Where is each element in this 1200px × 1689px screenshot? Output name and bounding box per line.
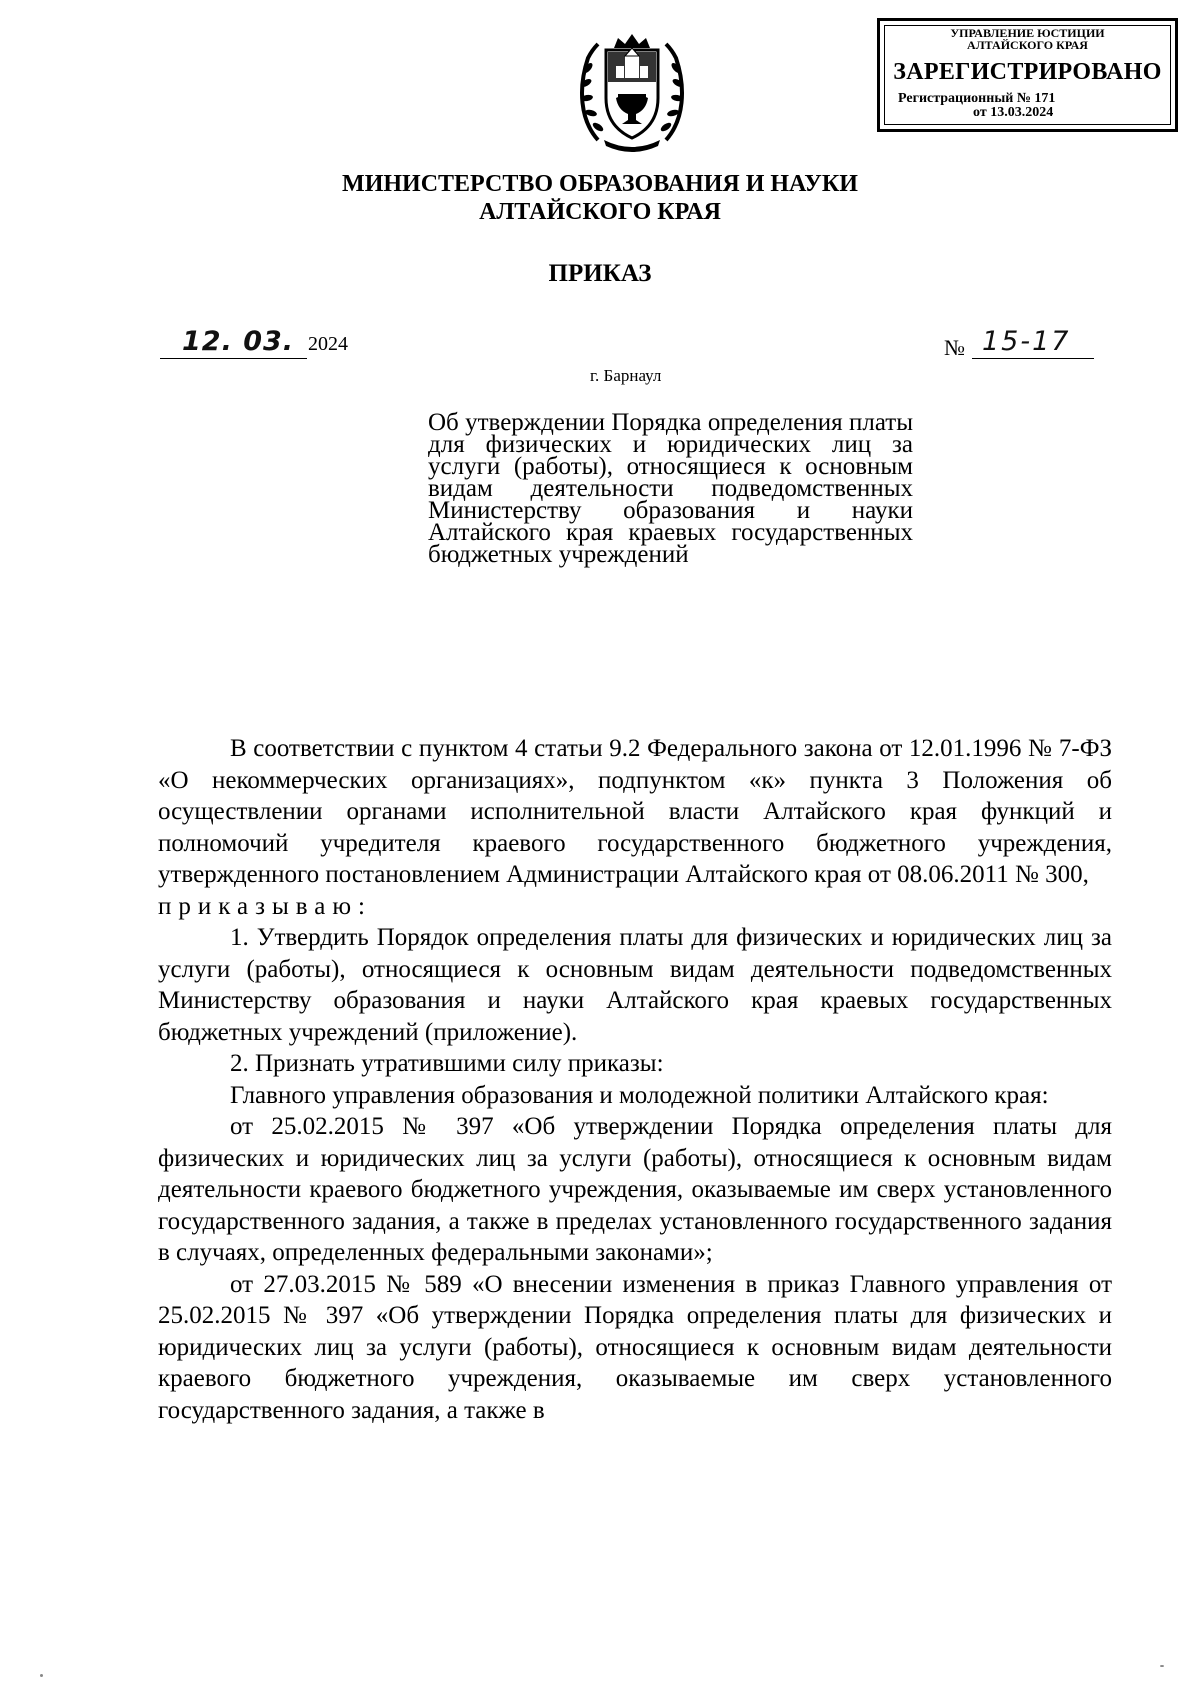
- date-year: 2024: [308, 333, 348, 355]
- coat-of-arms-emblem: [578, 28, 686, 154]
- clause-2-authority: Главного управления образования и молодежной политики Алтайского края:: [230, 1081, 1049, 1109]
- stamp-department: УПРАВЛЕНИЕ ЮСТИЦИИ АЛТАЙСКОГО КРАЯ: [950, 26, 1105, 52]
- stamp-status: ЗАРЕГИСТРИРОВАНО: [893, 59, 1162, 85]
- number-sign: №: [944, 335, 965, 360]
- registration-stamp: [877, 18, 1178, 132]
- order-body: [158, 733, 1112, 1426]
- scan-speck: [1160, 1665, 1164, 1667]
- city-name: г. Барнаул: [590, 366, 662, 385]
- clause-2: 2. Признать утратившими силу приказы:: [230, 1050, 664, 1077]
- order-word: [158, 891, 1112, 923]
- order-subject: Об утверждении Порядка определения платы для физических и юридических лиц за услуги (работы), относящиеся к основным видам деятельности подведомственных Министерству образования и науки Алтайского края краевых государственных бюджетных учреждений: [428, 409, 913, 568]
- handwritten-number: 15-17: [982, 326, 1071, 357]
- scan-speck: [40, 1674, 43, 1677]
- ministry-name: МИНИСТЕРСТВО ОБРАЗОВАНИЯ И НАУКИ АЛТАЙСКОГО КРАЯ: [342, 171, 858, 225]
- order-word-text: приказываю:: [158, 892, 372, 920]
- document-type-title: ПРИКАЗ: [548, 260, 652, 287]
- handwritten-date: 12. 03.: [182, 326, 295, 357]
- clause-1: 1. Утвердить Порядок определения платы для физических и юридических лиц за услуги (работы), относящиеся к основным видам деятельности подведомственных Министерству образования и науки Алтайского края краевых государственных бюджетных учреждений (приложение).: [158, 924, 1112, 1046]
- stamp-registration-date: от 13.03.2024: [973, 105, 1054, 120]
- clause-2-order-589: от 27.03.2015 № 589 «О внесении изменения в приказ Главного управления от 25.02.2015 № 397 «Об утверждении Порядка определения платы для физических и юридических лиц за услуги (работы), относящиеся к основным видам деятельности краевого бюджетного учреждения, оказываемые им сверх установленного государственного задания, а также в: [158, 1270, 1112, 1424]
- stamp-registration-number: Регистрационный № 171: [898, 91, 1056, 106]
- clause-2-order-397: от 25.02.2015 № 397 «Об утверждении Порядка определения платы для физических и юридических лиц за услуги (работы), относящиеся к основным видам деятельности краевого бюджетного учреждения, оказываемые им сверх установленного государственного задания, а также в пределах установленного государственного задания в случаях, определенных федеральными законами»;: [158, 1113, 1112, 1266]
- preamble-paragraph: В соответствии с пунктом 4 статьи 9.2 Федерального закона от 12.01.1996 № 7-ФЗ «О некоммерческих организациях», подпунктом «к» пункта 3 Положения об осуществлении органами исполнительной власти Алтайского края функций и полномочий учредителя краевого государственного бюджетного учреждения, утвержденного постановлением Администрации Алтайского края от 08.06.2011 № 300,: [158, 735, 1112, 888]
